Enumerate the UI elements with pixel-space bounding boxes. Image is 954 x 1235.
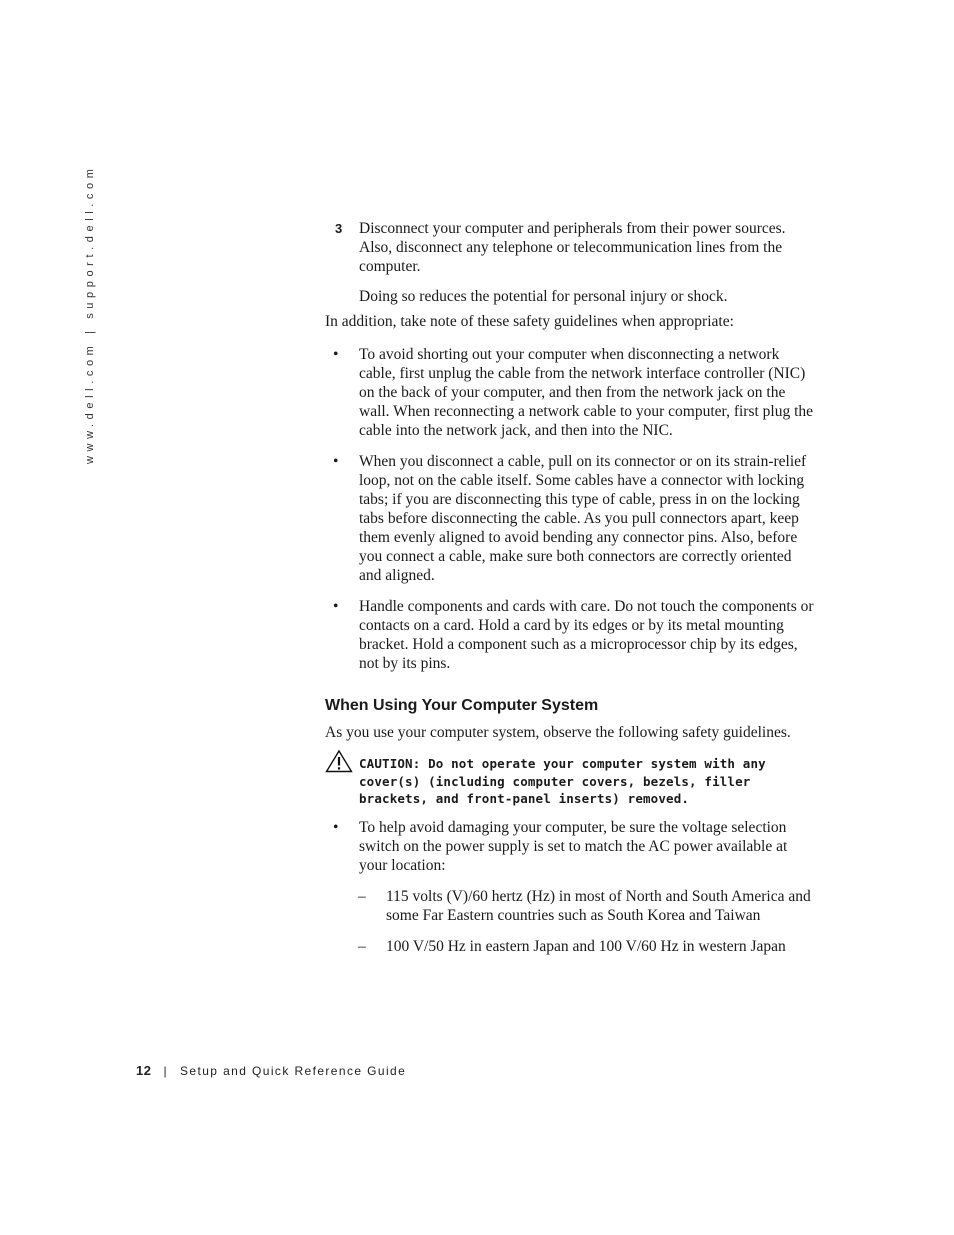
page-content <box>325 219 815 956</box>
sub-list-item <box>325 937 815 956</box>
bullet-mark: • <box>333 598 339 615</box>
list-item-text: To help avoid damaging your computer, be sure the voltage selection switch on the power supply is set to match the AC power available at your location: <box>359 818 788 874</box>
step-text: Disconnect your computer and peripherals from their power sources. Also, disconnect any telephone or telecommunication lines from the computer. <box>359 220 786 275</box>
bullet-mark: • <box>333 818 339 836</box>
side-url: www.dell.com | support.dell.com <box>84 164 96 464</box>
list-item-text: When you disconnect a cable, pull on its connector or on its strain-relief loop, not on the cable itself. Some cables have a connector with locking tabs; if you are disconnecting this type of cable, press in on the locking tabs before disconnecting the cable. As you pull connectors apart, keep them evenly aligned to avoid bending any connector pins. Also, before you connect a cable, make sure both connectors are correctly oriented and aligned. <box>359 453 807 584</box>
warning-triangle-icon <box>325 749 353 773</box>
step-number: 3 <box>335 221 343 236</box>
bullet-mark: • <box>333 346 339 363</box>
list-item <box>325 345 815 440</box>
step-note: Doing so reduces the potential for personal injury or shock. <box>359 288 728 305</box>
page-number: 12 <box>136 1063 152 1078</box>
list-item <box>325 452 815 585</box>
caution-text: CAUTION: Do not operate your computer system with any cover(s) (including computer covers, bezels, filler brackets, and front-panel inserts) removed. <box>359 756 766 806</box>
footer-separator: | <box>163 1064 168 1078</box>
intro-paragraph: In addition, take note of these safety guidelines when appropriate: <box>325 313 734 330</box>
page-footer <box>136 1063 406 1078</box>
dash-mark: – <box>358 887 366 905</box>
list-item <box>325 597 815 673</box>
document-title: Setup and Quick Reference Guide <box>180 1064 407 1078</box>
sub-list-item-text: 100 V/50 Hz in eastern Japan and 100 V/60 Hz in western Japan <box>386 937 786 955</box>
bullet-mark: • <box>333 453 339 470</box>
step-3 <box>325 219 815 276</box>
dash-mark: – <box>358 937 366 955</box>
list-item-text: To avoid shorting out your computer when disconnecting a network cable, first unplug the cable from the network interface controller (NIC) on the back of your computer, and then from the network jack on the wall. When reconnecting a network cable to your computer, first plug the cable into the network jack, and then into the NIC. <box>359 346 814 439</box>
sub-list-item <box>325 887 815 925</box>
sub-list-item-text: 115 volts (V)/60 hertz (Hz) in most of North and South America and some Far Eastern countries such as South Korea and Taiwan <box>386 887 811 924</box>
list-item <box>325 818 815 875</box>
section-intro: As you use your computer system, observe the following safety guidelines. <box>325 724 791 741</box>
list-item-text: Handle components and cards with care. Do not touch the components or contacts on a card. Hold a card by its edges or by its metal mounting bracket. Hold a component such as a microprocessor chip by its edges, not by its pins. <box>359 598 814 672</box>
caution-notice <box>325 755 815 808</box>
section-heading: When Using Your Computer System <box>325 697 599 714</box>
